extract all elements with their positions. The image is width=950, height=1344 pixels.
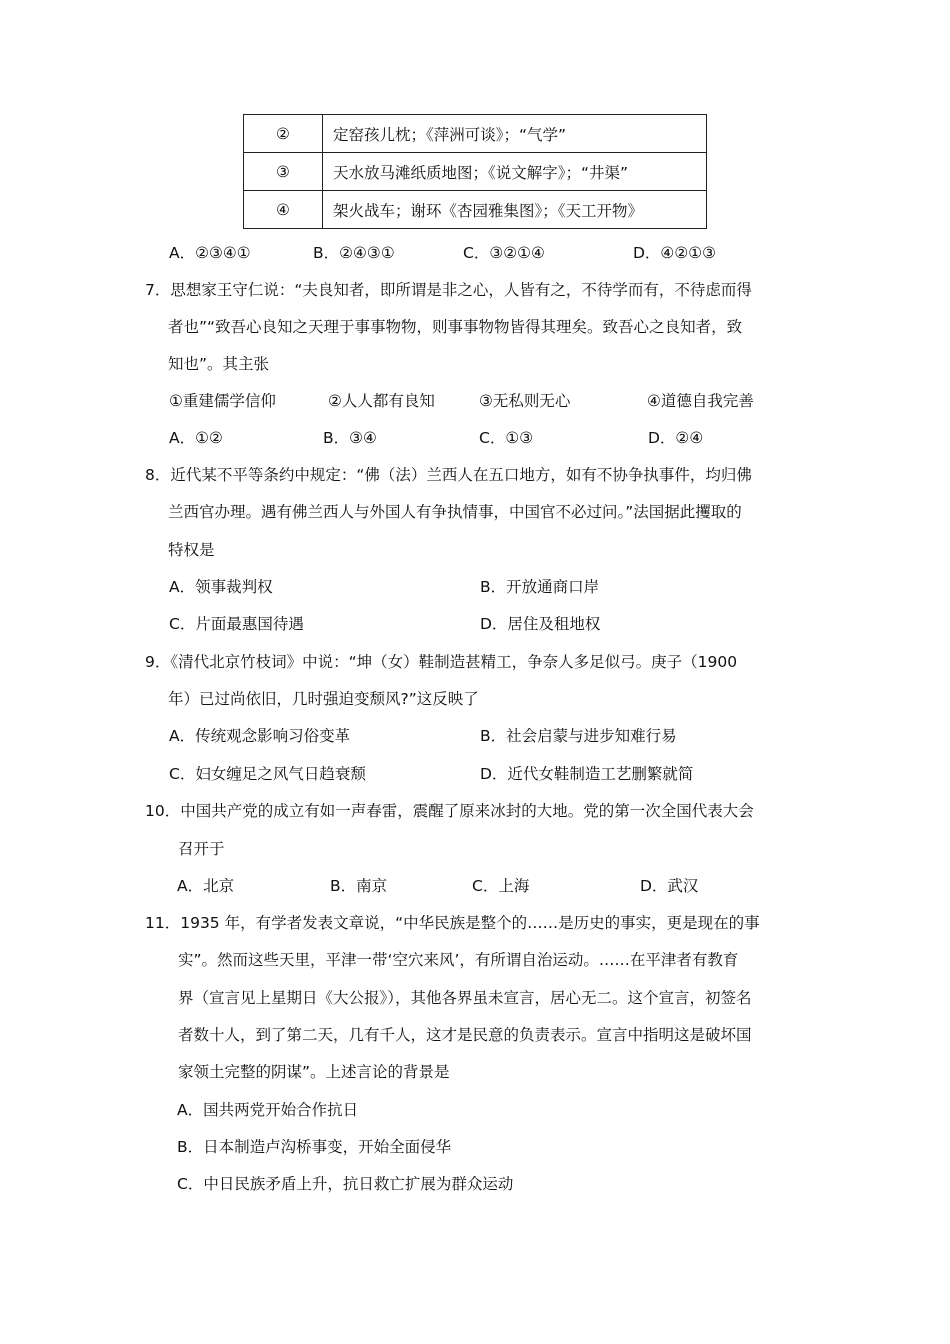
row-text: 定窑孩儿枕；《萍洲可谈》；“气学” — [323, 115, 707, 153]
q9-option-a: A．传统观念影响习俗变革 — [169, 727, 351, 745]
q7-item-3: ③无私则无心 — [479, 392, 571, 410]
q9-option-d: D．近代女鞋制造工艺删繁就简 — [480, 765, 694, 783]
q7-option-b: B．③④ — [323, 429, 377, 447]
q11-option-b: B．日本制造卢沟桥事变，开始全面侵华 — [177, 1138, 452, 1156]
q6-option-a: A．②③④① — [169, 244, 251, 262]
row-number: ③ — [244, 153, 323, 191]
q8-line-1: 8．近代某不平等条约中规定：“佛（法）兰西人在五口地方，如有不协争执事件，均归佛 — [145, 466, 752, 484]
q7-option-d: D．②④ — [648, 429, 704, 447]
q8-option-d: D．居住及租地权 — [480, 615, 601, 633]
q7-line-3: 知也”。其主张 — [168, 355, 270, 373]
q7-item-1: ①重建儒学信仰 — [169, 392, 276, 410]
q10-option-d: D．武汉 — [640, 877, 699, 895]
row-text: 天水放马滩纸质地图；《说文解字》；“井渠” — [323, 153, 707, 191]
q8-option-b: B．开放通商口岸 — [480, 578, 600, 596]
q11-option-c: C．中日民族矛盾上升，抗日救亡扩展为群众运动 — [177, 1175, 514, 1193]
q6-option-d: D．④②①③ — [633, 244, 717, 262]
q11-line-3: 界（宣言见上星期日《大公报》），其他各界虽未宣言，居心无二。这个宣言，初签名 — [178, 989, 752, 1007]
q10-option-c: C．上海 — [472, 877, 530, 895]
q11-line-4: 者数十人，到了第二天，几有千人，这才是民意的负责表示。宣言中指明这是破坏国 — [178, 1026, 752, 1044]
q8-line-3: 特权是 — [168, 541, 215, 559]
q10-option-a: A．北京 — [177, 877, 235, 895]
q9-option-b: B．社会启蒙与进步知难行易 — [480, 727, 677, 745]
row-text: 架火战车；谢环《杏园雅集图》；《天工开物》 — [323, 191, 707, 229]
q9-line-2: 年）已过尚依旧，几时强迫变颓风?”这反映了 — [168, 690, 479, 708]
q10-line-2: 召开于 — [178, 840, 225, 858]
q6-option-c: C．③②①④ — [463, 244, 545, 262]
q11-line-5: 家领土完整的阴谋”。上述言论的背景是 — [178, 1063, 450, 1081]
q7-option-a: A．①② — [169, 429, 223, 447]
q7-item-4: ④道德自我完善 — [647, 392, 754, 410]
q7-line-2: 者也”“致吾心良知之天理于事事物物，则事事物物皆得其理矣。致吾心之良知者，致 — [168, 318, 743, 336]
q10-line-1: 10．中国共产党的成立有如一声春雷，震醒了原来冰封的大地。党的第一次全国代表大会 — [145, 802, 754, 820]
q10-option-b: B．南京 — [330, 877, 388, 895]
q9-line-1: 9．《清代北京竹枝词》中说：“坤（女）鞋制造甚精工，争奈人多足似弓。庚子（1900 — [145, 653, 738, 671]
table-row — [244, 153, 707, 191]
q7-line-1: 7．思想家王守仁说：“夫良知者，即所谓是非之心，人皆有之，不待学而有，不待虑而得 — [145, 281, 752, 299]
q6-option-b: B．②④③① — [313, 244, 395, 262]
options-table — [243, 114, 707, 229]
q11-line-2: 实”。然而这些天里，平津一带‘空穴来风’，有所谓自治运动。……在平津者有教育 — [178, 951, 739, 969]
q8-line-2: 兰西官办理。遇有佛兰西人与外国人有争执情事，中国官不必过问。”法国据此攫取的 — [168, 503, 742, 521]
q11-option-a: A．国共两党开始合作抗日 — [177, 1101, 359, 1119]
q7-option-c: C．①③ — [479, 429, 534, 447]
q8-option-c: C．片面最惠国待遇 — [169, 615, 304, 633]
q8-option-a: A．领事裁判权 — [169, 578, 273, 596]
q9-option-c: C．妇女缠足之风气日趋衰颓 — [169, 765, 366, 783]
row-number: ② — [244, 115, 323, 153]
table-row — [244, 115, 707, 153]
q7-item-2: ②人人都有良知 — [328, 392, 435, 410]
q11-line-1: 11．1935 年，有学者发表文章说，“中华民族是整个的……是历史的事实，更是现在的事 — [145, 914, 760, 932]
table-row — [244, 191, 707, 229]
row-number: ④ — [244, 191, 323, 229]
